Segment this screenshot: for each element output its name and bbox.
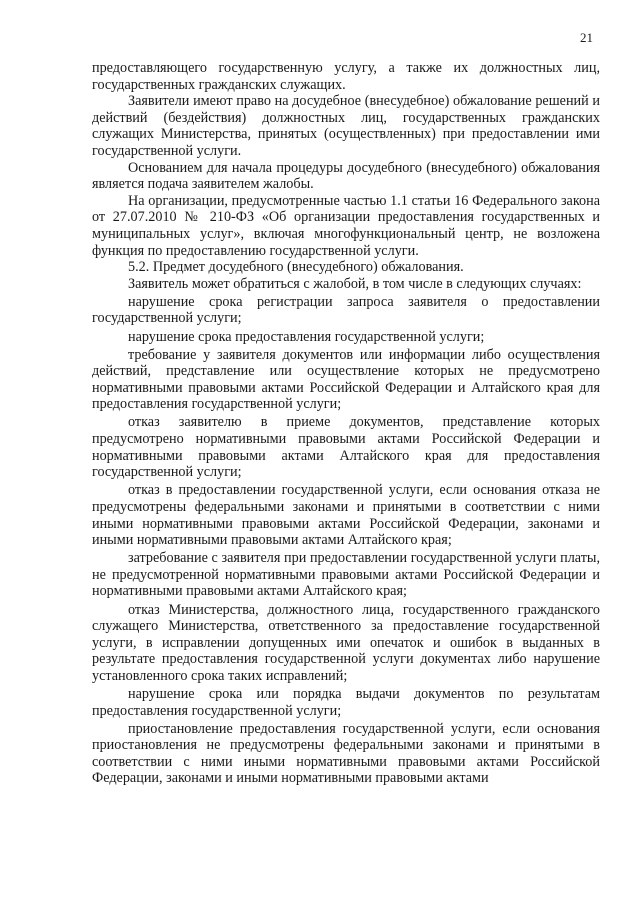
document-body <box>92 60 600 787</box>
list-item: нарушение срока или порядка выдачи документов по результатам предоставления государственной услуги; <box>92 685 600 719</box>
list-item: отказ Министерства, должностного лица, государственного гражданского служащего Министерства, ответственного за предоставление государственной услуги, в исправлении допущенных ими опечаток и ошибок в выданных в результате предоставления государственной услуги документах либо нарушение установленного срока таких исправлений; <box>92 601 600 684</box>
list-item: нарушение срока предоставления государственной услуги; <box>128 328 485 345</box>
section-heading-5-2: 5.2. Предмет досудебного (внесудебного) обжалования. <box>128 259 464 276</box>
list-item: отказ заявителю в приеме документов, представление которых предусмотрено нормативными правовыми актами Российской Федерации и нормативными правовыми актами Алтайского края для предоставления государственной услуги; <box>92 414 600 481</box>
list-item: нарушение срока регистрации запроса заявителя о предоставлении государственной услуги; <box>92 293 600 327</box>
list-item: требование у заявителя документов или информации либо осуществления действий, представление или осуществление которых не предусмотрено нормативными правовыми актами Российской Федерации и Алтайского края для предоставления государственной услуги; <box>92 346 600 413</box>
list-item: приостановление предоставления государственной услуги, если основания приостановления не предусмотрены федеральными законами и принятыми в соответствии с ними иными нормативными правовыми актами Российской Федерации, законами и иными нормативными правовыми актами <box>92 720 600 787</box>
paragraph-mfc-note: На организации, предусмотренные частью 1.1 статьи 16 Федерального закона от 27.07.2010 № 210-ФЗ «Об организации предоставления государственных и муниципальных услуг», включая многофункциональный центр, не возложена функция по предоставлению государственной услуги. <box>92 192 600 259</box>
paragraph-right-to-appeal: Заявители имеют право на досудебное (внесудебное) обжалование решений и действий (бездействия) должностных лиц, государственных гражданских служащих Министерства, принятых (осуществленных) при предоставлении ими государственной услуги. <box>92 93 600 159</box>
list-item: затребование с заявителя при предоставлении государственной услуги платы, не предусмотренной нормативными правовыми актами Российской Федерации и нормативными правовыми актами Алтайского края; <box>92 550 600 600</box>
paragraph-cases-intro: Заявитель может обратиться с жалобой, в том числе в следующих случаях: <box>128 275 582 292</box>
paragraph-grounds-for-appeal: Основанием для начала процедуры досудебного (внесудебного) обжалования является подача заявителем жалобы. <box>92 159 600 193</box>
list-item: отказ в предоставлении государственной услуги, если основания отказа не предусмотрены федеральными законами и принятыми в соответствии с ними иными нормативными правовыми актами Российской Федерации, законами и иными нормативными правовыми актами Алтайского края; <box>92 482 600 549</box>
page-number: 21 <box>580 30 593 45</box>
paragraph-continuation: предоставляющего государственную услугу, а также их должностных лиц, государственных гражданских служащих. <box>92 60 600 93</box>
